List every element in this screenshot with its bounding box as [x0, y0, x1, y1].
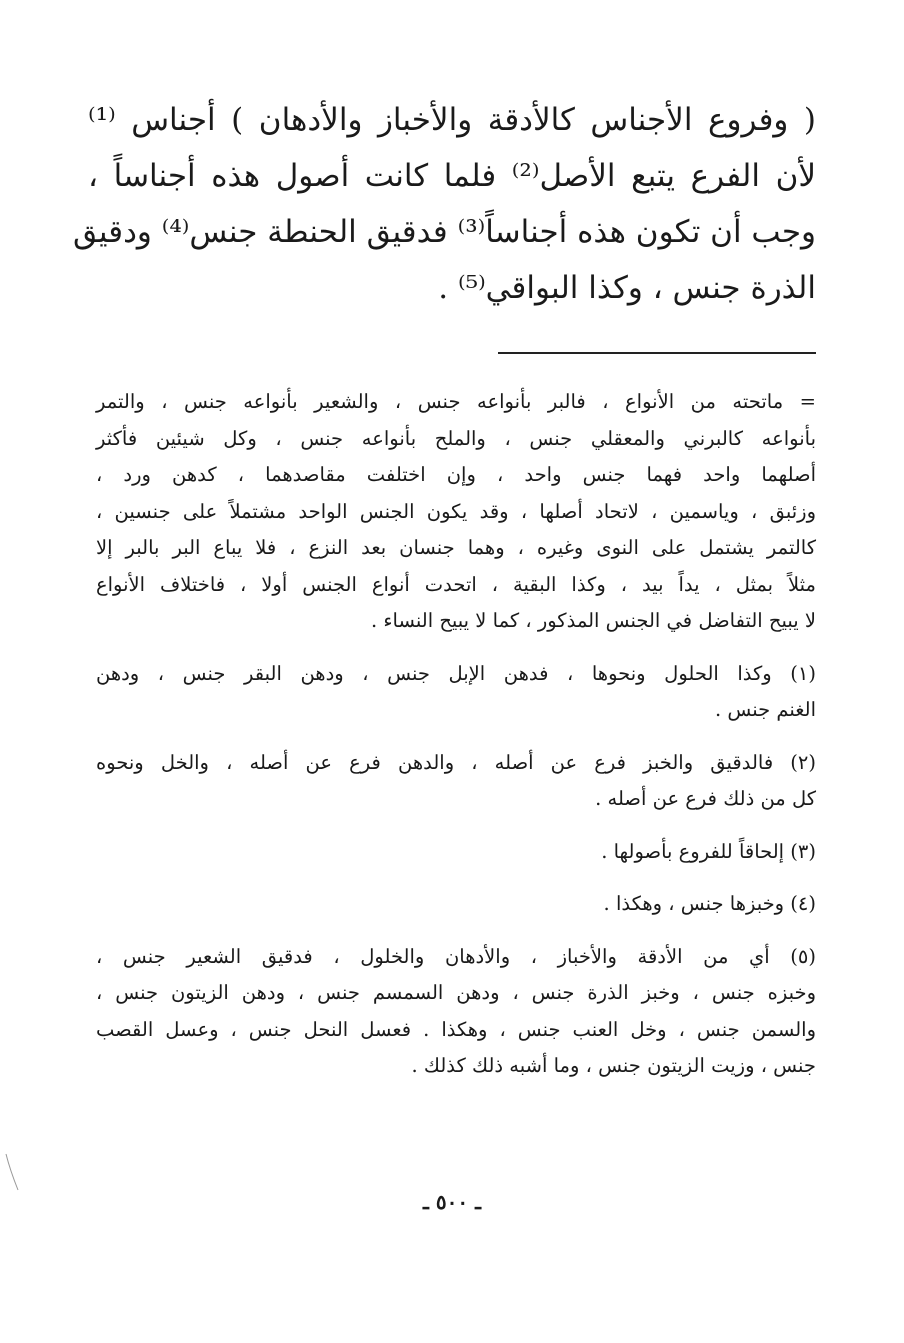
footnote-divider: [498, 352, 816, 354]
footnote-line: وخبزه جنس ، وخبز الذرة جنس ، ودهن السمسم جنس ، ودهن الزيتون جنس ،: [96, 981, 816, 1004]
footnote-4: [96, 886, 816, 923]
footnote-line: لا يبيح التفاضل في الجنس المذكور ، كما لا يبيح النساء .: [370, 609, 816, 632]
main-text: [73, 92, 817, 316]
main-text-line: الذرة جنس ، وكذا البواقي⁽⁵⁾ .: [438, 270, 816, 306]
footnote-line: الغنم جنس .: [714, 698, 816, 721]
footnote-line: (٣) إلحاقاً للفروع بأصولها .: [601, 839, 816, 863]
footnote-line: جنس ، وزيت الزيتون جنس ، وما أشبه ذلك كذلك .: [411, 1054, 816, 1077]
footnote-2: [96, 745, 816, 818]
footnotes: [96, 384, 816, 1101]
footnote-line: بأنواعه كالبرني والمعقلي جنس ، والملح بأنواعه جنس ، وكل شيئين فأكثر: [96, 426, 816, 450]
footnote-line: وزئبق ، وياسمين ، لاتحاد أصلها ، وقد يكون الجنس الواحد مشتملاً على جنسين ،: [96, 499, 816, 523]
footnote-5: [96, 939, 816, 1085]
scan-edge-mark: [4, 1152, 20, 1192]
main-text-line: وجب أن تكون هذه أجناساً⁽³⁾ فدقيق الحنطة جنس⁽⁴⁾ ودقيق: [73, 214, 816, 250]
footnote-line: أصلهما واحد فهما جنس واحد ، وإن اختلفت مقاصدهما ، كدهن ورد ،: [96, 463, 816, 486]
footnote-line: (٤) وخبزها جنس ، وهكذا .: [603, 892, 816, 915]
footnote-line: = ماتحته من الأنواع ، فالبر بأنواعه جنس ، والشعير بأنواعه جنس ، والتمر: [96, 390, 816, 413]
footnote-1: [96, 656, 816, 729]
footnote-line: كل من ذلك فرع عن أصله .: [595, 787, 816, 810]
footnote-line: كالتمر يشتمل على النوى وغيره ، وهما جنسان بعد النزع ، فلا يباع البر بالبر إلا: [96, 536, 816, 559]
footnote-continuation: [96, 384, 816, 640]
footnote-line: (١) وكذا الحلول ونحوها ، فدهن الإبل جنس ، ودهن البقر جنس ، ودهن: [96, 661, 816, 685]
main-text-line: لأن الفرع يتبع الأصل⁽²⁾ فلما كانت أصول هذه أجناساً ،: [88, 158, 817, 194]
footnote-line: مثلاً بمثل ، يداً بيد ، وكذا البقية ، اتحدت أنواع الجنس أولا ، فاختلاف الأنواع: [96, 572, 816, 596]
footnote-line: (٥) أي من الأدقة والأخباز ، والأدهان والخلول ، فدقيق الشعير جنس ،: [96, 944, 816, 968]
footnote-line: (٢) فالدقيق والخبز فرع عن أصله ، والدهن فرع عن أصله ، والخل ونحوه: [96, 750, 816, 774]
page-number: ـ ٥٠٠ ـ: [423, 1190, 481, 1214]
footnote-line: والسمن جنس ، وخل العنب جنس ، وهكذا . فعسل النحل جنس ، وعسل القصب: [96, 1017, 816, 1041]
footnote-3: [96, 834, 816, 871]
main-text-line: ( وفروع الأجناس كالأدقة والأخباز والأدهان ) أجناس ⁽¹⁾: [88, 102, 816, 138]
